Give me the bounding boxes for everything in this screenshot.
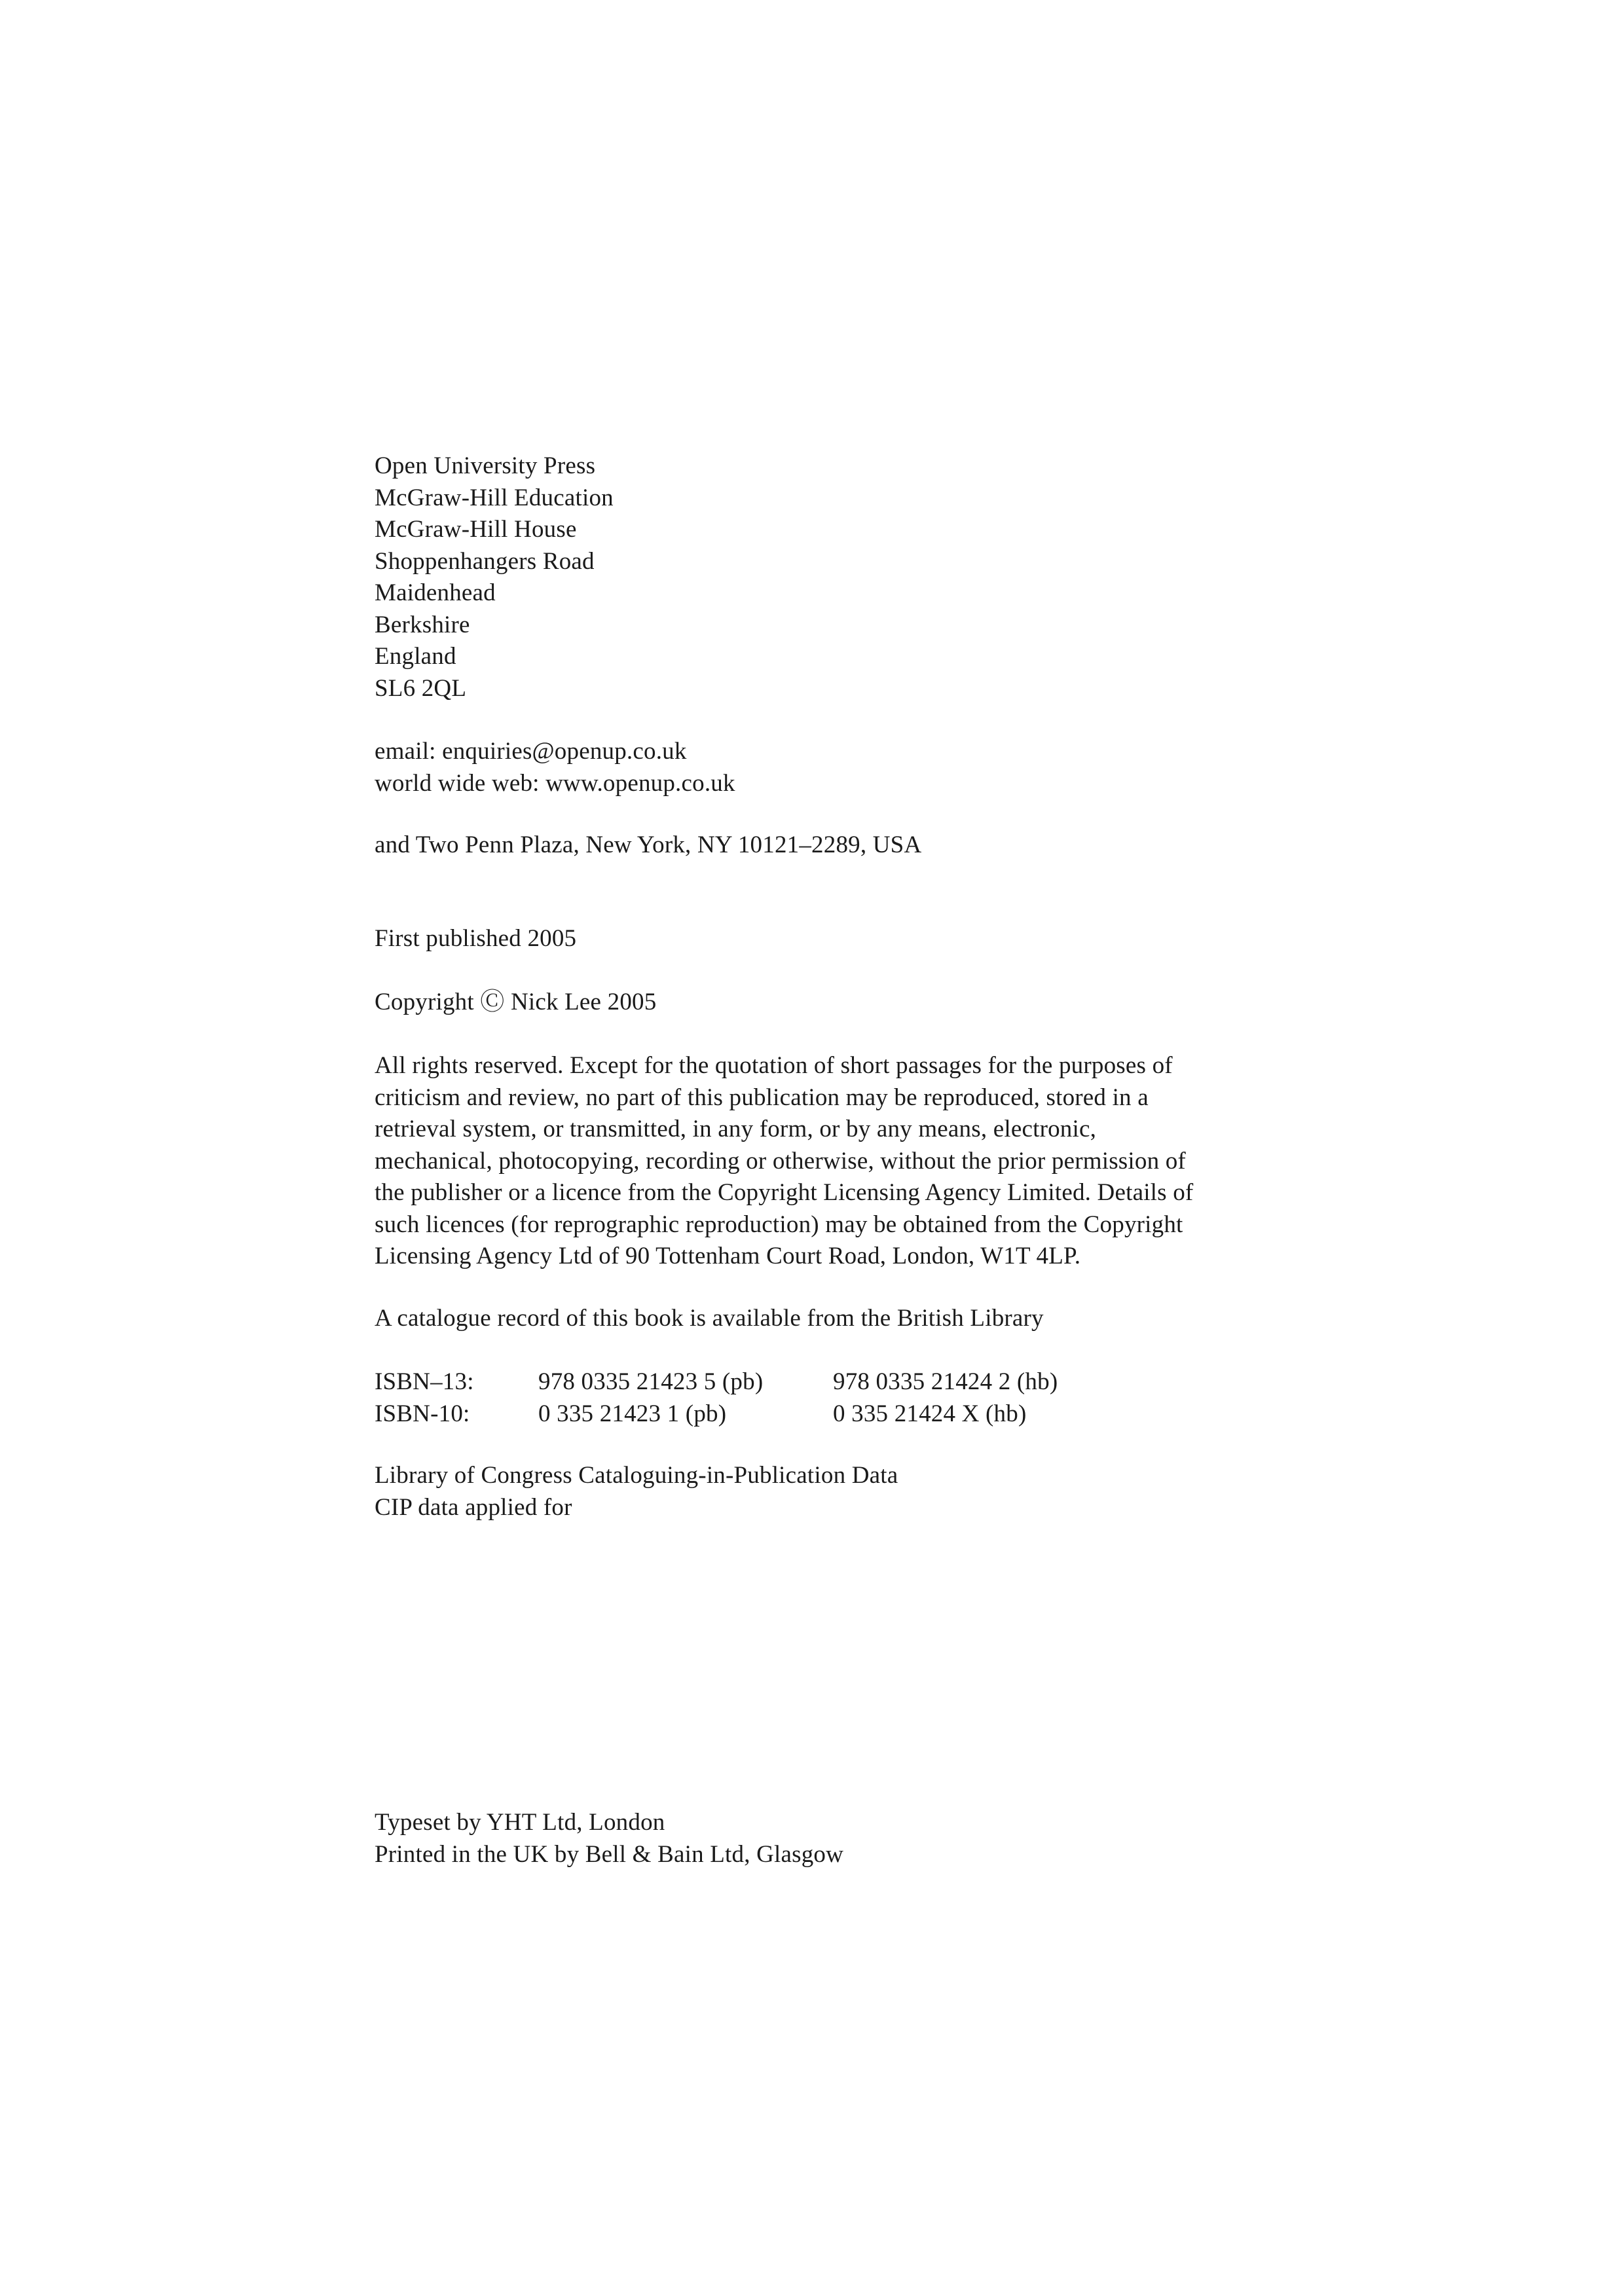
- website-line: world wide web: www.openup.co.uk: [375, 769, 735, 797]
- address-line: Shoppenhangers Road: [375, 547, 595, 575]
- printed-line: Printed in the UK by Bell & Bain Ltd, Glasgow: [375, 1840, 844, 1868]
- library-of-congress: [375, 1460, 1278, 1523]
- cip-line: CIP data applied for: [375, 1493, 572, 1521]
- address-line: McGraw-Hill House: [375, 516, 577, 543]
- copyright-notice: [375, 987, 1278, 1019]
- isbn-hardback: 978 0335 21424 2 (hb): [833, 1368, 1058, 1395]
- rights-line: Licensing Agency Ltd of 90 Tottenham Court Road, London, W1T 4LP.: [375, 1243, 1081, 1269]
- isbn-label: ISBN-10:: [375, 1400, 470, 1427]
- isbn-row: [375, 1398, 1278, 1430]
- isbn-paperback: 978 0335 21423 5 (pb): [538, 1368, 764, 1395]
- printer-info: [375, 1807, 1278, 1870]
- isbn-row: [375, 1366, 1278, 1398]
- first-published-line: First published 2005: [375, 925, 577, 952]
- typeset-line: Typeset by YHT Ltd, London: [375, 1809, 665, 1836]
- address-line: Berkshire: [375, 611, 470, 638]
- catalogue-record: [375, 1303, 1278, 1335]
- address-line: Open University Press: [375, 452, 596, 479]
- email-line: email: enquiries@openup.co.uk: [375, 738, 687, 765]
- isbn-hardback: 0 335 21424 X (hb): [833, 1400, 1027, 1427]
- us-office-address: [375, 829, 1278, 862]
- first-published: [375, 923, 1278, 955]
- rights-paragraph: [375, 1050, 1278, 1273]
- address-line: SL6 2QL: [375, 674, 467, 702]
- contact-info: [375, 736, 1278, 799]
- rights-line: criticism and review, no part of this publication may be reproduced, stored in a: [375, 1084, 1149, 1111]
- rights-line: retrieval system, or transmitted, in any form, or by any means, electronic,: [375, 1116, 1097, 1142]
- catalogue-line: A catalogue record of this book is available from the British Library: [375, 1305, 1044, 1332]
- rights-line: such licences (for reprographic reproduction) may be obtained from the Copyright: [375, 1211, 1183, 1238]
- rights-line: mechanical, photocopying, recording or otherwise, without the prior permission of: [375, 1147, 1186, 1175]
- rights-line: the publisher or a licence from the Copyright Licensing Agency Limited. Details of: [375, 1179, 1194, 1206]
- us-office-line: and Two Penn Plaza, New York, NY 10121–2289, USA: [375, 831, 922, 858]
- rights-line: All rights reserved. Except for the quotation of short passages for the purposes of: [375, 1052, 1173, 1079]
- isbn-label: ISBN–13:: [375, 1368, 474, 1395]
- loc-line: Library of Congress Cataloguing-in-Publication Data: [375, 1462, 898, 1489]
- copyright-line: Copyright Ⓒ Nick Lee 2005: [375, 989, 657, 1015]
- address-line: McGraw-Hill Education: [375, 484, 614, 511]
- address-line: England: [375, 643, 456, 670]
- address-line: Maidenhead: [375, 579, 496, 606]
- publisher-address: [375, 450, 1278, 704]
- isbn-paperback: 0 335 21423 1 (pb): [538, 1400, 727, 1427]
- isbn-table: [375, 1366, 1278, 1430]
